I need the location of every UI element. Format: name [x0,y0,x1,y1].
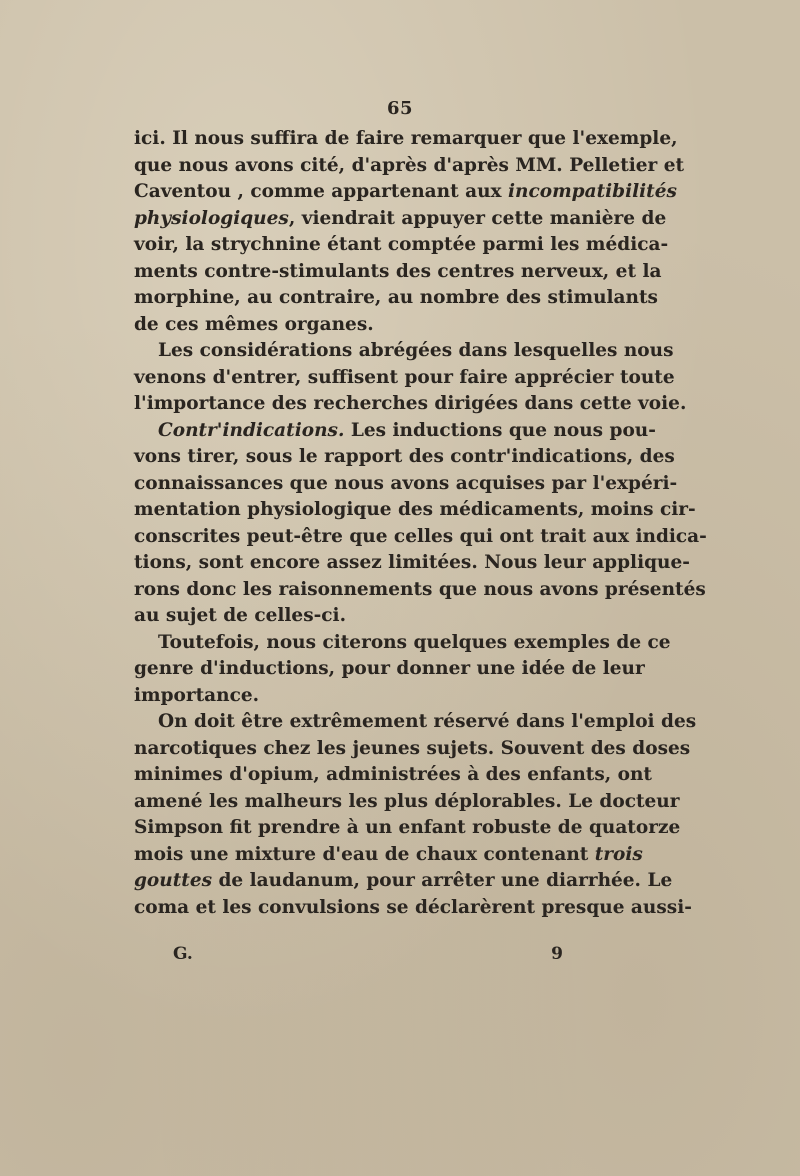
text-line [134,259,662,286]
text-line [134,365,675,392]
line-text: genre d'inductions, pour donner une idée de leur [134,658,645,679]
text-line [134,418,656,445]
line-text: minimes d'opium, administrées à des enfants, ont [134,764,652,785]
line-text: Toutefois, nous citerons quelques exemples de ce [158,631,671,653]
text-line [134,285,658,312]
line-text: importance. [134,684,260,706]
text-line [134,709,697,736]
text-line [134,630,671,657]
signature-mark: G. [173,944,193,964]
italic-term: Contr'indications. [158,419,345,441]
text-line [134,789,680,816]
line-text: On doit être extrêmement réservé dans l'emploi des [158,711,697,732]
text-line [134,868,673,895]
line-text: morphine, au contraire, au nombre des stimulants [134,287,658,308]
gathering-number: 9 [551,944,563,964]
page-footer [173,944,563,970]
text-line [134,497,696,524]
italic-term: physiologiques [134,207,289,229]
line-text: Simpson fit prendre à un enfant robuste de quatorze [134,817,681,838]
text-line [134,153,685,180]
line-text: venons d'entrer, suffisent pour faire apprécier toute [134,366,675,388]
text-line [134,895,692,922]
line-text: rons donc les raisonnements que nous avons présentés [134,578,706,600]
text-line [134,471,678,498]
line-text: Les inductions que nous pou- [344,419,656,441]
text-line [134,762,652,789]
text-line [134,603,610,630]
line-text: que nous avons cité, d'après d'après MM. Pelletier et [134,154,685,176]
text-line [134,312,610,339]
line-text: ments contre-stimulants des centres nerveux, et la [134,260,662,282]
italic-term: trois [594,843,643,865]
line-text: l'importance des recherches dirigées dans cette voie. [134,393,687,414]
text-line [134,338,674,365]
line-text: Caventou , comme appartenant aux [134,181,508,202]
line-text: , viendrait appuyer cette manière de [288,207,667,229]
text-line [134,444,675,471]
line-text: mois une mixture d'eau de chaux contenant [134,843,595,865]
text-line [134,391,687,418]
text-line [134,815,681,842]
line-text: de ces mêmes organes. [134,313,374,335]
text-line [134,206,667,233]
text-line [134,736,691,763]
line-text: de laudanum, pour arrêter une diarrhée. Le [212,870,673,891]
line-text: vons tirer, sous le rapport des contr'indications, des [134,446,675,467]
text-line [134,524,707,551]
text-line [134,683,610,710]
body-text [134,126,707,921]
line-text: conscrites peut-être que celles qui ont trait aux indica- [134,525,707,547]
text-line [134,179,677,206]
line-text: narcotiques chez les jeunes sujets. Souvent des doses [134,737,691,759]
text-line [134,656,645,683]
line-text: connaissances que nous avons acquises par l'expéri- [134,472,678,494]
line-text: coma et les convulsions se déclarèrent presque aussi- [134,896,692,918]
text-line [134,232,669,259]
line-text: ici. Il nous suffira de faire remarquer que l'exemple, [134,128,678,149]
italic-term: incompatibilités [508,181,677,202]
text-line [134,550,690,577]
page-number: 65 [386,98,414,119]
text-line [134,842,643,869]
line-text: Les considérations abrégées dans lesquelles nous [158,340,674,361]
text-line [134,126,678,153]
line-text: amené les malheurs les plus déplorables. Le docteur [134,790,680,812]
line-text: voir, la strychnine étant comptée parmi les médica- [134,234,669,255]
line-text: tions, sont encore assez limitées. Nous leur applique- [134,552,690,573]
text-line [134,577,706,604]
line-text: au sujet de celles-ci. [134,605,347,626]
italic-term: gouttes [134,870,213,891]
line-text: mentation physiologique des médicaments, moins cir- [134,499,696,520]
